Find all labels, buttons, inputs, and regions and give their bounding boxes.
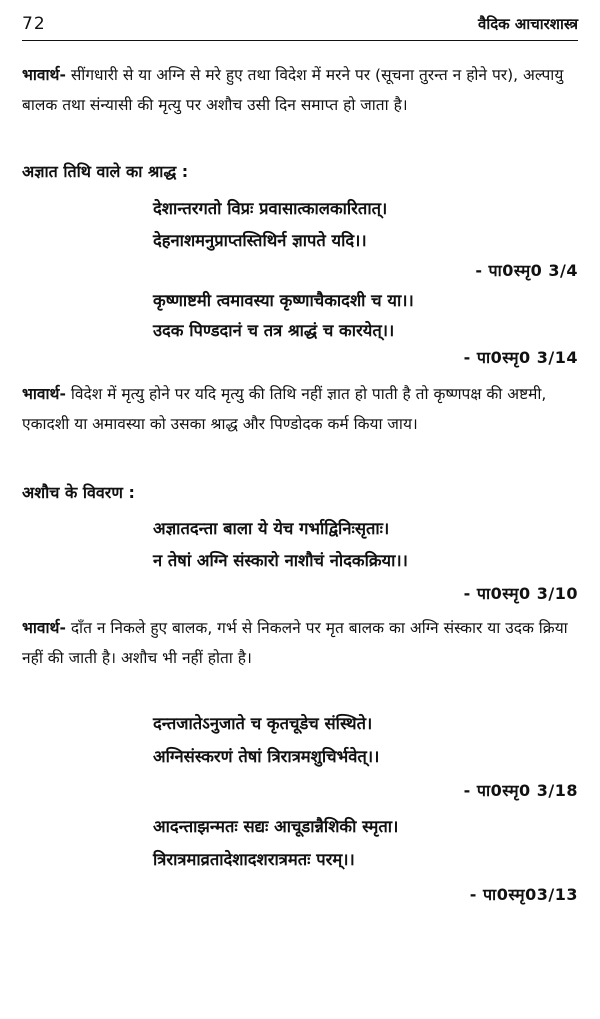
verse-line: देहनाशमनुप्राप्तस्तिथिर्न ज्ञापते यदि।।: [153, 231, 367, 250]
paragraph-text: सींगधारी से या अग्नि से मरे हुए तथा विदेश में मरने पर (सूचना तुरन्त न होने पर), अल्पायु बालक तथा संन्यासी की मृत्यु पर अशौच उसी दिन समाप्त हो जाता है।: [22, 66, 564, 114]
running-title: वैदिक आचारशास्त्र: [477, 15, 578, 33]
verse-line: अज्ञातदन्ता बाला ये येच गर्भाद्विनिःसृताः।: [153, 519, 390, 538]
page-number: 72: [22, 14, 46, 34]
verse-line: न तेषां अग्नि संस्कारो नाशौचं नोदकक्रिया।।: [153, 551, 408, 570]
bhavarth-label: भावार्थ-: [22, 66, 66, 84]
section-heading: अज्ञात तिथि वाले का श्राद्ध :: [22, 162, 189, 181]
paragraph-1: [22, 60, 578, 120]
page-header: [22, 14, 578, 42]
paragraph-2: [22, 379, 578, 439]
paragraph-text: विदेश में मृत्यु होने पर यदि मृत्यु की तिथि नहीं ज्ञात हो पाती है तो कृष्णपक्ष की अष्टमी, एकादशी या अमावस्या को उसका श्राद्ध और पिण्डोदक कर्म किया जाय।: [22, 385, 547, 433]
verse-reference: - पा0स्मृ0 3/4: [475, 261, 578, 280]
verse-line: आदन्ताझन्मतः सद्यः आचूडान्नैशिकी स्मृता।: [153, 817, 399, 836]
verse-line: उदक पिण्डदानं च तत्र श्राद्धं च कारयेत्।।: [153, 321, 395, 340]
bhavarth-label: भावार्थ-: [22, 619, 66, 637]
verse-line: दन्तजातेऽनुजाते च कृतचूडेच संस्थिते।: [153, 714, 373, 733]
bhavarth-label: भावार्थ-: [22, 385, 66, 403]
verse-reference: - पा0स्मृ0 3/18: [463, 781, 578, 800]
verse-reference: - पा0स्मृ03/13: [469, 885, 578, 904]
verse-reference: - पा0स्मृ0 3/14: [463, 348, 578, 367]
verse-line: देशान्तरगतो विप्रः प्रवासात्कालकारितात्।: [153, 199, 388, 218]
section-heading: अशौच के विवरण :: [22, 483, 135, 502]
verse-line: अग्निसंस्करणं तेषां त्रिरात्रमशुचिर्भवेत्।।: [153, 747, 380, 766]
paragraph-3: [22, 613, 578, 673]
verse-line: कृष्णाष्टमी त्वमावस्या कृष्णाचैकादशी च या।।: [153, 291, 414, 310]
verse-reference: - पा0स्मृ0 3/10: [463, 584, 578, 603]
paragraph-text: दाँत न निकले हुए बालक, गर्भ से निकलने पर मृत बालक का अग्नि संस्कार या उदक क्रिया नहीं की जाती है। अशौच भी नहीं होता है।: [22, 619, 568, 667]
header-rule: [22, 40, 578, 41]
verse-line: त्रिरात्रमाव्रतादेशादशरात्रमतः परम्।।: [153, 850, 355, 869]
